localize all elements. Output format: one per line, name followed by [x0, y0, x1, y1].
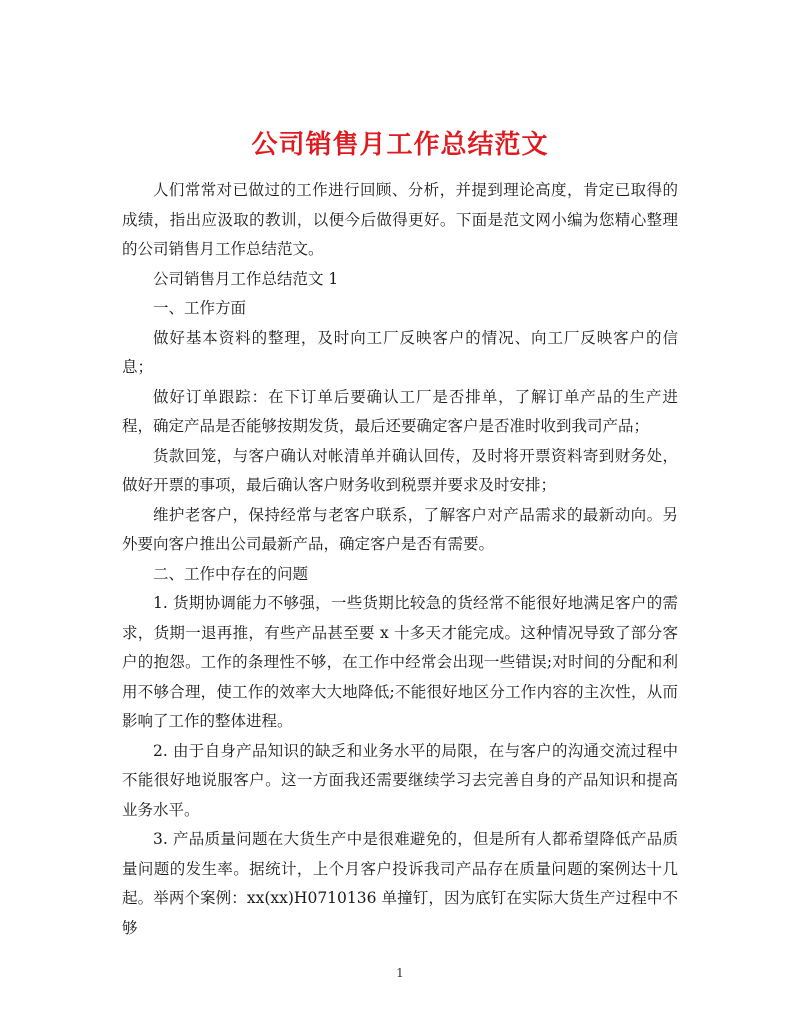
paragraph: 货款回笼，与客户确认对帐清单并确认回传，及时将开票资料寄到财务处，做好开票的事项，最后确认客户财务收到税票并要求及时安排； — [122, 446, 678, 494]
paragraph: 维护老客户，保持经常与老客户联系，了解客户对产品需求的最新动向。另外要向客户推出公司最新产品，确定客户是否有需要。 — [122, 505, 678, 553]
subsection-heading: 二、工作中存在的问题 — [153, 564, 309, 583]
section-title: 公司销售月工作总结范文 1 — [153, 269, 339, 288]
paragraph: 做好订单跟踪：在下订单后要确认工厂是否排单，了解订单产品的生产进程，确定产品是否能够按期发货，最后还要确定客户是否准时收到我司产品； — [122, 387, 678, 435]
page-number: 1 — [396, 966, 404, 980]
paragraph: 做好基本资料的整理，及时向工厂反映客户的情况、向工厂反映客户的信息； — [122, 328, 678, 376]
document-body — [122, 176, 678, 943]
document-title: 公司销售月工作总结范文 — [251, 130, 549, 161]
paragraph: 2. 由于自身产品知识的缺乏和业务水平的局限，在与客户的沟通交流过程中不能很好地说服客户。这一方面我还需要继续学习去完善自身的产品知识和提高业务水平。 — [122, 741, 678, 819]
subsection-heading: 一、工作方面 — [153, 299, 247, 317]
paragraph: 3. 产品质量问题在大货生产中是很难避免的，但是所有人都希望降低产品质量问题的发生率。据统计，上个月客户投诉我司产品存在质量问题的案例达十几起。举两个案例：xx(xx)H0710136 单撞钉，因为底钉在实际大货生产过程中不够 — [122, 830, 678, 937]
paragraph: 1. 货期协调能力不够强，一些货期比较急的货经常不能很好地满足客户的需求，货期一退再推，有些产品甚至要 x 十多天才能完成。这种情况导致了部分客户的抱怨。工作的条理性不够，在工作中经常会出现一些错误;对时间的分配和利用不够合理，使工作的效率大大地降低;不能很好地区分工作内容的主次性，从而影响了工作的整体进程。 — [122, 594, 678, 730]
intro-paragraph: 人们常常对已做过的工作进行回顾、分析，并提到理论高度，肯定已取得的成绩，指出应汲取的教训，以便今后做得更好。下面是范文网小编为您精心整理的公司销售月工作总结范文。 — [122, 181, 678, 258]
